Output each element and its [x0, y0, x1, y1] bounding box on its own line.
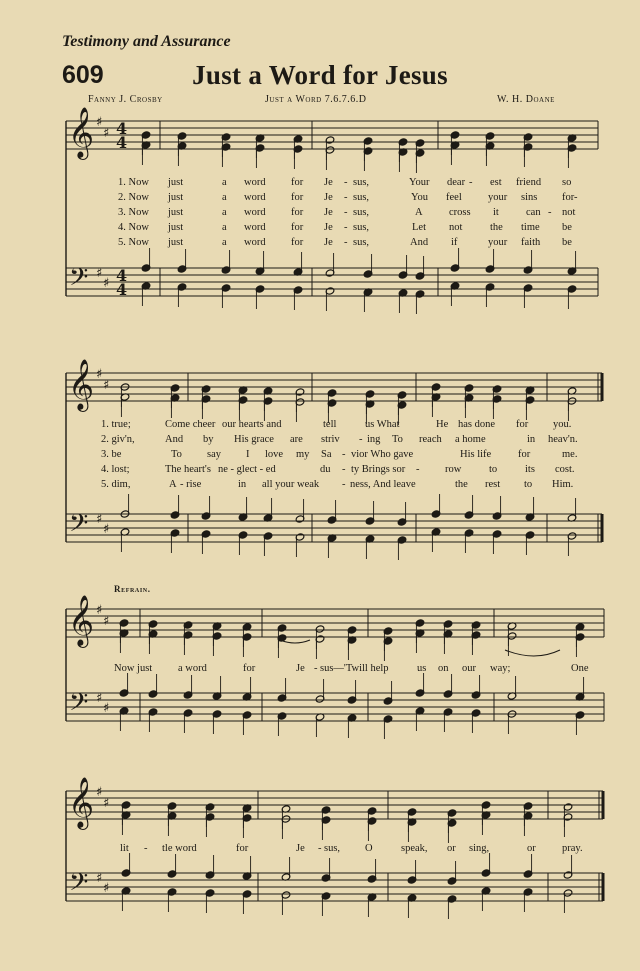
lyric-syllable: faith [521, 237, 541, 248]
treble-clef-icon: 𝄞 [68, 107, 95, 158]
lyric-syllable: word [244, 177, 266, 188]
refrain-line-2 [0, 842, 640, 855]
verse-2-line-2 [0, 433, 640, 446]
sharp-icon: ♯ [103, 881, 110, 896]
lyric-syllable: us [417, 663, 427, 674]
verse-5-line-2 [0, 478, 640, 491]
sharp-icon: ♯ [103, 614, 110, 629]
lyric-syllable: - rise [180, 479, 202, 490]
lyric-syllable: To [392, 434, 403, 445]
lyric-syllable: row [445, 464, 462, 475]
lyric-syllable: ing [367, 434, 381, 445]
composer-credit: W. H. Doane [497, 94, 555, 105]
lyric-syllable: are [290, 434, 303, 445]
lyric-syllable: ty Brings sor [351, 464, 406, 475]
lyric-syllable: - [314, 663, 318, 674]
lyric-syllable: feel [446, 192, 462, 203]
lyric-syllable: A [415, 207, 423, 218]
lyric-syllable: His life [460, 449, 492, 460]
lyric-syllable: if [451, 237, 458, 248]
lyric-syllable: all your weak [262, 479, 320, 490]
sharp-icon: ♯ [103, 276, 110, 291]
lyric-syllable: or [447, 843, 456, 854]
verse-4-line-2 [0, 463, 640, 476]
lyric-syllable: vior Who gave [351, 449, 414, 460]
lyric-syllable: to [489, 464, 498, 475]
lyric-syllable: 1. true; [101, 419, 131, 430]
lyric-syllable: 5. dim, [101, 479, 131, 490]
lyric-syllable: the [490, 222, 503, 233]
lyric-syllable: - [359, 434, 363, 445]
lyric-syllable: To [171, 449, 182, 460]
lyric-syllable: your [488, 237, 508, 248]
lyric-syllable: not [449, 222, 463, 233]
lyric-syllable: 3. be [101, 449, 122, 460]
lyric-syllable: sins [521, 192, 538, 203]
lyric-syllable: Come cheer [165, 419, 216, 430]
lyric-syllable: 1. Now [118, 177, 149, 188]
lyric-syllable: a [222, 177, 227, 188]
lyric-syllable: Je [324, 237, 333, 248]
lyric-syllable: the [455, 479, 468, 490]
lyric-syllable: Him. [552, 479, 574, 490]
sharp-icon: ♯ [96, 367, 103, 382]
lyric-syllable: And [165, 434, 184, 445]
slur-mark [505, 650, 560, 656]
sharp-icon: ♯ [96, 785, 103, 800]
lyric-syllable: sus, [353, 222, 370, 233]
sharp-icon: ♯ [96, 871, 103, 886]
lyric-syllable: just [168, 207, 184, 218]
lyric-syllable: for [291, 237, 304, 248]
lyric-syllable: to [524, 479, 533, 490]
lyric-syllable: Je [296, 663, 305, 674]
lyric-syllable: my [296, 449, 310, 460]
treble-clef-icon: 𝄞 [68, 777, 95, 828]
lyric-syllable: - [344, 177, 348, 188]
lyric-syllable: 2. giv'n, [101, 434, 135, 445]
lyric-syllable: it [493, 207, 499, 218]
lyric-syllable: not [562, 207, 576, 218]
lyric-syllable: love [265, 449, 284, 460]
lyric-syllable: for [236, 843, 249, 854]
lyric-syllable: A [169, 479, 177, 490]
sharp-icon: ♯ [96, 266, 103, 281]
lyric-syllable: Now just [114, 663, 153, 674]
sharp-icon: ♯ [103, 378, 110, 393]
lyric-syllable: for [291, 177, 304, 188]
lyric-syllable: sus, [353, 177, 370, 188]
lyric-syllable: - [342, 464, 346, 475]
verse-3-line-2 [0, 448, 640, 461]
lyric-syllable: 4. Now [118, 222, 149, 233]
lyric-syllable: a [222, 237, 227, 248]
lyric-syllable: Je [324, 192, 333, 203]
lyric-syllable: for [291, 207, 304, 218]
section-heading: Testimony and Assurance [62, 33, 231, 50]
time-signature: 4 [116, 280, 128, 299]
lyric-syllable: 3. Now [118, 207, 149, 218]
lyric-syllable: cross [449, 207, 471, 218]
lyric-syllable: - [344, 207, 348, 218]
lyric-syllable: - [144, 843, 148, 854]
lyric-syllable: has done [458, 419, 496, 430]
lyric-syllable: striv [321, 434, 340, 445]
lyric-syllable: Sa [321, 449, 332, 460]
lyric-syllable: - [342, 479, 346, 490]
lyric-syllable: du [320, 464, 331, 475]
hymn-title: Just a Word for Jesus [192, 60, 448, 90]
lyric-syllable: The heart's [165, 464, 211, 475]
lyric-syllable: est [490, 177, 502, 188]
lyric-syllable: a home [455, 434, 486, 445]
lyric-syllable: lit [120, 843, 129, 854]
sharp-icon: ♯ [96, 512, 103, 527]
lyric-syllable: for [291, 192, 304, 203]
lyric-syllable: word [244, 222, 266, 233]
bass-clef-icon: 𝄢 [69, 868, 89, 903]
lyric-syllable: ness, And leave [350, 479, 416, 490]
lyric-syllable: us What [365, 419, 400, 430]
lyric-syllable: in [527, 434, 536, 445]
refrain-label: Refrain. [114, 584, 151, 594]
lyric-syllable: just [168, 222, 184, 233]
lyric-syllable: word [244, 192, 266, 203]
lyric-syllable: - [548, 207, 552, 218]
lyric-syllable: in [238, 479, 247, 490]
lyric-syllable: for [518, 449, 531, 460]
sharp-icon: ♯ [103, 701, 110, 716]
lyric-syllable: a word [178, 663, 207, 674]
lyric-syllable: He [436, 419, 449, 430]
lyric-syllable: way; [490, 663, 511, 674]
lyric-syllable: by [203, 434, 214, 445]
lyric-syllable: His grace [234, 434, 274, 445]
lyric-syllable: be [562, 237, 572, 248]
time-signature: 4 [116, 133, 128, 152]
treble-clef-icon: 𝄞 [68, 359, 95, 410]
lyric-syllable: - [344, 222, 348, 233]
lyric-syllable: just [168, 177, 184, 188]
bass-clef-icon: 𝄢 [69, 263, 89, 298]
verse-3-line-1 [0, 206, 640, 219]
lyric-syllable: be [562, 222, 572, 233]
lyric-syllable: Je [324, 177, 333, 188]
verse-1-line-2 [0, 418, 640, 431]
lyric-syllable: you. [553, 419, 572, 430]
lyric-syllable: rest [485, 479, 501, 490]
lyric-syllable: a [222, 207, 227, 218]
lyric-syllable: tell [323, 419, 337, 430]
lyric-syllable: speak, [401, 843, 428, 854]
lyric-syllable: our [462, 663, 476, 674]
verse-5-line-1 [0, 236, 640, 249]
lyric-syllable: - [318, 843, 322, 854]
lyric-syllable: for [291, 222, 304, 233]
lyric-syllable: for [243, 663, 256, 674]
lyric-syllable: or [527, 843, 536, 854]
lyric-syllable: 5. Now [118, 237, 149, 248]
lyric-syllable: Je [296, 843, 305, 854]
sharp-icon: ♯ [103, 126, 110, 141]
sharp-icon: ♯ [103, 522, 110, 537]
lyric-syllable: Je [324, 222, 333, 233]
hymn-number: 609 [62, 61, 104, 89]
lyric-syllable: Let [412, 222, 426, 233]
lyric-syllable: heav'n. [548, 434, 578, 445]
lyric-syllable: just [168, 237, 184, 248]
lyric-syllable: - [342, 449, 346, 460]
lyric-syllable: - [344, 237, 348, 248]
lyric-syllable: - [344, 192, 348, 203]
sharp-icon: ♯ [96, 691, 103, 706]
refrain-line-1 [0, 662, 640, 675]
lyric-syllable: sus, [353, 237, 370, 248]
author-credit: Fanny J. Crosby [88, 94, 163, 105]
lyric-syllable: 2. Now [118, 192, 149, 203]
lyric-syllable: tle word [162, 843, 197, 854]
time-signature: 4 [116, 266, 128, 285]
lyric-syllable: word [244, 207, 266, 218]
bass-clef-icon: 𝄢 [69, 688, 89, 723]
lyric-syllable: sing, [469, 843, 490, 854]
sharp-icon: ♯ [103, 796, 110, 811]
lyric-syllable: - [416, 464, 420, 475]
lyric-syllable: word [244, 237, 266, 248]
lyric-syllable: friend [516, 177, 542, 188]
lyric-syllable: sus—'Twill help [320, 663, 389, 674]
lyric-syllable: And [410, 237, 429, 248]
lyric-syllable: sus, [324, 843, 341, 854]
lyric-syllable: sus, [353, 192, 370, 203]
lyric-syllable: - [469, 177, 473, 188]
lyric-syllable: Je [324, 207, 333, 218]
lyric-syllable: I [246, 449, 250, 460]
lyric-syllable: ne - glect - ed [218, 464, 276, 475]
lyric-syllable: its [525, 464, 535, 475]
verse-1-line-1 [0, 176, 640, 189]
lyric-syllable: 4. lost; [101, 464, 130, 475]
lyric-syllable: a [222, 192, 227, 203]
lyric-syllable: your [488, 192, 508, 203]
verse-4-line-1 [0, 221, 640, 234]
lyric-syllable: pray. [562, 843, 583, 854]
lyric-syllable: dear [447, 177, 466, 188]
lyric-syllable: our hearts and [222, 419, 282, 430]
time-signature: 4 [116, 119, 128, 138]
sharp-icon: ♯ [96, 603, 103, 618]
sharp-icon: ♯ [96, 115, 103, 130]
lyric-syllable: on [438, 663, 449, 674]
lyric-syllable: a [222, 222, 227, 233]
bass-clef-icon: 𝄢 [69, 509, 89, 544]
lyric-syllable: just [168, 192, 184, 203]
lyric-syllable: for- [562, 192, 578, 203]
lyric-syllable: You [411, 192, 429, 203]
lyric-syllable: O [365, 843, 373, 854]
lyric-syllable: sus, [353, 207, 370, 218]
lyric-syllable: Your [409, 177, 430, 188]
tune-credit: Just a Word 7.6.7.6.D [265, 94, 367, 105]
treble-clef-icon: 𝄞 [68, 595, 95, 646]
lyric-syllable: One [571, 663, 589, 674]
lyric-syllable: me. [562, 449, 578, 460]
lyric-syllable: cost. [555, 464, 575, 475]
lyric-syllable: so [562, 177, 572, 188]
lyric-syllable: can [526, 207, 541, 218]
lyric-syllable: for [516, 419, 529, 430]
lyric-syllable: reach [419, 434, 442, 445]
lyric-syllable: say [207, 449, 221, 460]
verse-2-line-1 [0, 191, 640, 204]
lyric-syllable: time [521, 222, 540, 233]
